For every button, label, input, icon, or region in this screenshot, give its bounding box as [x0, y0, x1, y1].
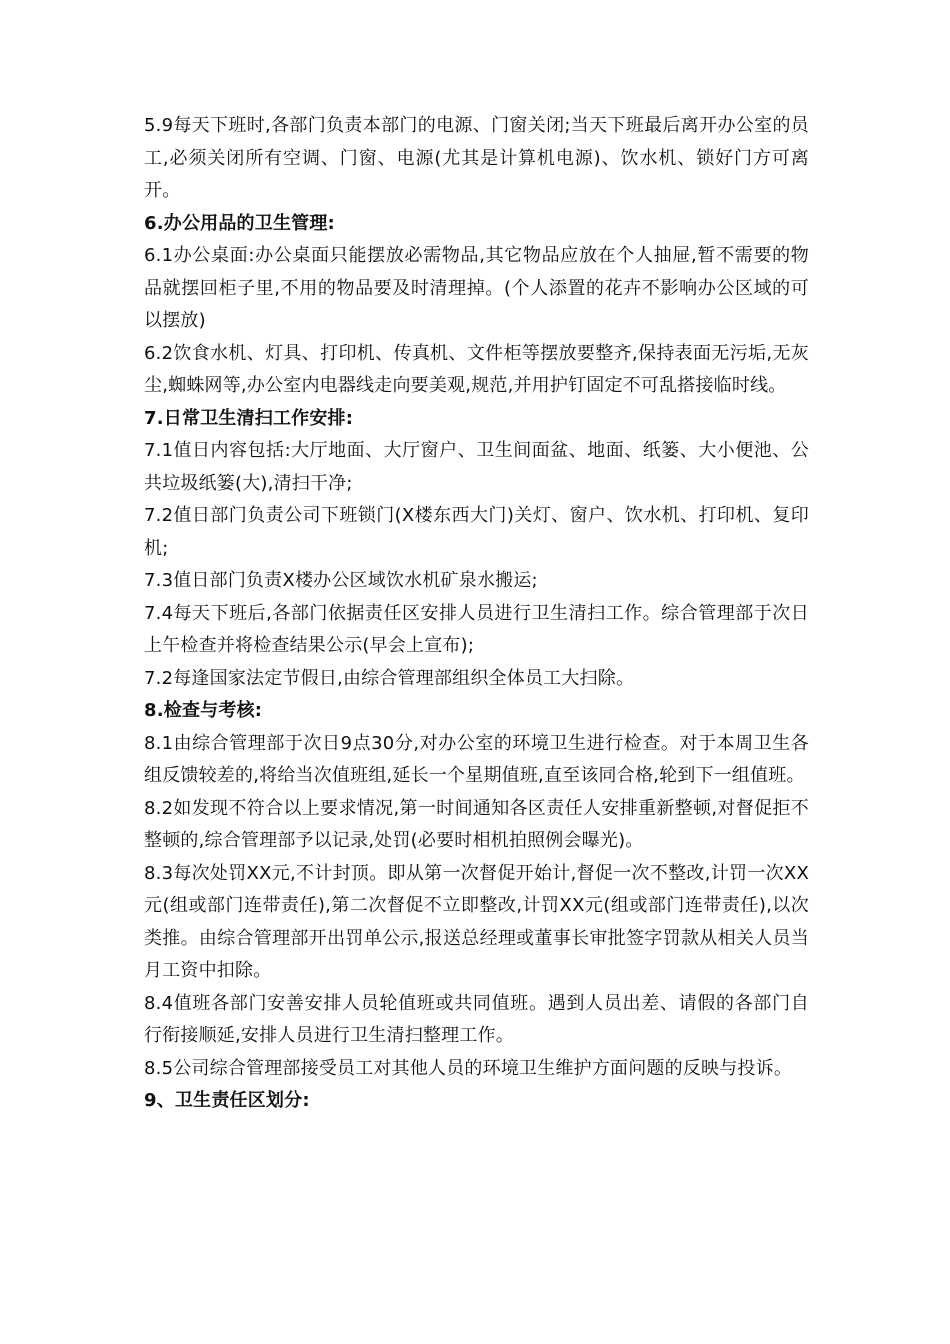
clause-8-5: 8.5公司综合管理部接受员工对其他人员的环境卫生维护方面问题的反映与投诉。	[144, 1057, 793, 1079]
clause-8-4: 8.4值班各部门安善安排人员轮值班或共同值班。遇到人员出差、请假的各部门自行衔接顺延,安排人员进行卫生清扫整理工作。	[144, 992, 809, 1046]
document-page	[144, 110, 809, 1118]
clause-7-2a: 7.2值日部门负责公司下班锁门(X楼东西大门)关灯、窗户、饮水机、打印机、复印机;	[144, 505, 809, 559]
clause-8-1: 8.1由综合管理部于次日9点30分,对办公室的环境卫生进行检查。对于本周卫生各组反馈较差的,将给当次值班组,延长一个星期值班,直至该同合格,轮到下一组值班。	[144, 732, 809, 786]
section-7-heading: 7.日常卫生清扫工作安排:	[144, 407, 354, 429]
clause-8-3: 8.3每次处罚XX元,不计封顶。即从第一次督促开始计,督促一次不整改,计罚一次XX元(组或部门连带责任),第二次督促不立即整改,计罚XX元(组或部门连带责任),以次类推。由综合管理部开出罚单公示,报送总经理或董事长审批签字罚款从相关人员当月工资中扣除。	[144, 862, 809, 981]
clause-6-1: 6.1办公桌面:办公桌面只能摆放必需物品,其它物品应放在个人抽屉,暂不需要的物品就摆回柜子里,不用的物品要及时清理掉。(个人添置的花卉不影响办公区域的可以摆放)	[144, 245, 809, 331]
clause-7-4: 7.4每天下班后,各部门依据责任区安排人员进行卫生清扫工作。综合管理部于次日上午检查并将检查结果公示(早会上宣布);	[144, 602, 809, 656]
section-8-heading: 8.检查与考核:	[144, 700, 263, 721]
clause-6-2: 6.2饮食水机、灯具、打印机、传真机、文件柜等摆放要整齐,保持表面无污垢,无灰尘,蜘蛛网等,办公室内电器线走向要美观,规范,并用护钉固定不可乱搭接临时线。	[144, 342, 809, 396]
clause-5-9: 5.9每天下班时,各部门负责本部门的电源、门窗关闭;当天下班最后离开办公室的员工,必须关闭所有空调、门窗、电源(尤其是计算机电源)、饮水机、锁好门方可离开。	[144, 115, 809, 201]
clause-7-1: 7.1值日内容包括:大厅地面、大厅窗户、卫生间面盆、地面、纸篓、大小便池、公共垃圾纸篓(大),清扫干净;	[144, 440, 809, 494]
clause-8-2: 8.2如发现不符合以上要求情况,第一时间通知各区责任人安排重新整顿,对督促拒不整顿的,综合管理部予以记录,处罚(必要时相机拍照例会曝光)。	[144, 797, 809, 851]
clause-7-2b: 7.2每逢国家法定节假日,由综合管理部组织全体员工大扫除。	[144, 667, 635, 689]
section-9-heading: 9、卫生责任区划分:	[144, 1090, 310, 1111]
section-6-heading: 6.办公用品的卫生管理:	[144, 212, 335, 234]
clause-7-3: 7.3值日部门负责X楼办公区域饮水机矿泉水搬运;	[144, 570, 538, 591]
